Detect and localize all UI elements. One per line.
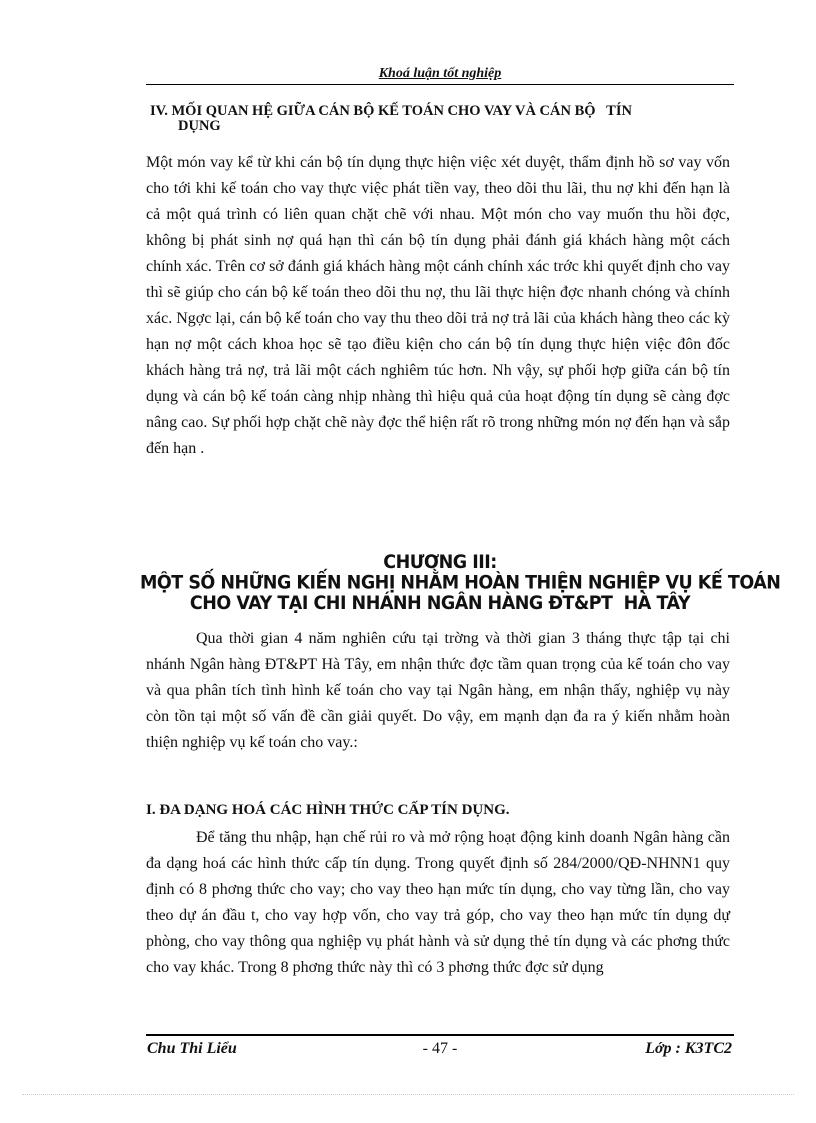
intro-paragraph: Qua thời gian 4 năm nghiên cứu tại trờng và thời gian 3 tháng thực tập tại chi nhánh Ngân hàng ĐT&PT Hà Tây, em nhận thức đợc tầm quan trọng của kế toán cho vay và qua phân tích tình hình kế toán cho vay tại Ngân hàng, em nhận thấy, nghiệp vụ này còn tồn tại một số vấn đề cần giải quyết. Do vậy, em mạnh dạn đa ra ý kiến nhằm hoàn thiện nghiệp vụ kế toán cho vay.: <box>146 630 730 751</box>
chapter-title <box>140 551 781 615</box>
chapter-title-line3: CHO VAY TẠI CHI NHÁNH NGÂN HÀNG ĐT&PT HÀ TÂY <box>189 592 691 615</box>
footer-page-number: - 47 - <box>422 1040 458 1057</box>
section1-paragraph: Để tăng thu nhập, hạn chế rủi ro và mở rộng hoạt động kinh doanh Ngân hàng cần đa dạng hoá các hình thức cấp tín dụng. Trong quyết định số 284/2000/QĐ-NHNN1 quy định có 8 phơng thức cho vay; cho vay theo hạn mức tín dụng, cho vay từng lần, cho vay theo dự án đầu t, cho vay hợp vốn, cho vay trả góp, cho vay theo hạn mức tín dụng dự phòng, cho vay thông qua nghiệp vụ phát hành và sử dụng thẻ tín dụng và các phơng thức cho vay khác. Trong 8 phơng thức này thì có 3 phơng thức đợc sử dụng <box>146 829 730 976</box>
header-title: Khoá luận tốt nghiệp <box>378 66 502 81</box>
footer-author: Chu Thi Liểu <box>147 1040 237 1057</box>
chapter-title-line2: MỘT SỐ NHỮNG KIẾN NGHỊ NHẰM HOÀN THIỆN NGHIỆP VỤ KẾ TOÁN <box>140 572 781 594</box>
section4-heading <box>150 104 732 134</box>
footer-rule <box>146 1034 734 1036</box>
chapter-number: CHƯƠNG III: <box>383 551 497 574</box>
section1-heading: I. ĐA DẠNG HOÁ CÁC HÌNH THỨC CẤP TÍN DỤNG. <box>146 802 510 818</box>
header-rule <box>146 84 734 85</box>
section4-heading-line1: IV. MỐI QUAN HỆ GIỮA CÁN BỘ KẾ TOÁN CHO VAY VÀ CÁN BỘ TÍN <box>150 103 632 119</box>
section4-paragraph: Một món vay kể từ khi cán bộ tín dụng thực hiện việc xét duyệt, thẩm định hồ sơ vay vốn cho tới khi kế toán cho vay thực việc phát tiền vay, theo dõi thu lãi, thu nợ khi đến hạn là cả một quá trình có liên quan chặt chẽ với nhau. Một món cho vay muốn thu hồi đợc, không bị phát sinh nợ quá hạn thì cán bộ tín dụng phải đánh giá khách hàng một cách chính xác. Trên cơ sở đánh giá khách hàng một cánh chính xác trớc khi quyết định cho vay thì sẽ giúp cho cán bộ kế toán theo dõi thu nợ, thu lãi thực hiện đợc nhanh chóng và chính xác. Ngợc lại, cán bộ kế toán cho vay thu theo dõi trả nợ trả lãi của khách hàng theo các kỳ hạn nợ một cách khoa học sẽ tạo điều kiện cho cán bộ tín dụng thực hiện việc đôn đốc khách hàng trả nợ, trả lãi một cách nghiêm túc hơn. Nh vậy, sự phối hợp giữa cán bộ tín dụng và cán bộ kế toán càng nhịp nhàng thì hiệu quả của hoạt động tín dụng sẽ càng đợc nâng cao. Sự phối hợp chặt chẽ này đợc thể hiện rất rõ trong những món nợ đến hạn và sắp đến hạn . <box>146 154 730 457</box>
footer-class: Lớp : K3TC2 <box>645 1040 732 1057</box>
section4-heading-line2: DỤNG <box>178 118 221 134</box>
page-bottom-dotted-rule <box>22 1094 794 1095</box>
